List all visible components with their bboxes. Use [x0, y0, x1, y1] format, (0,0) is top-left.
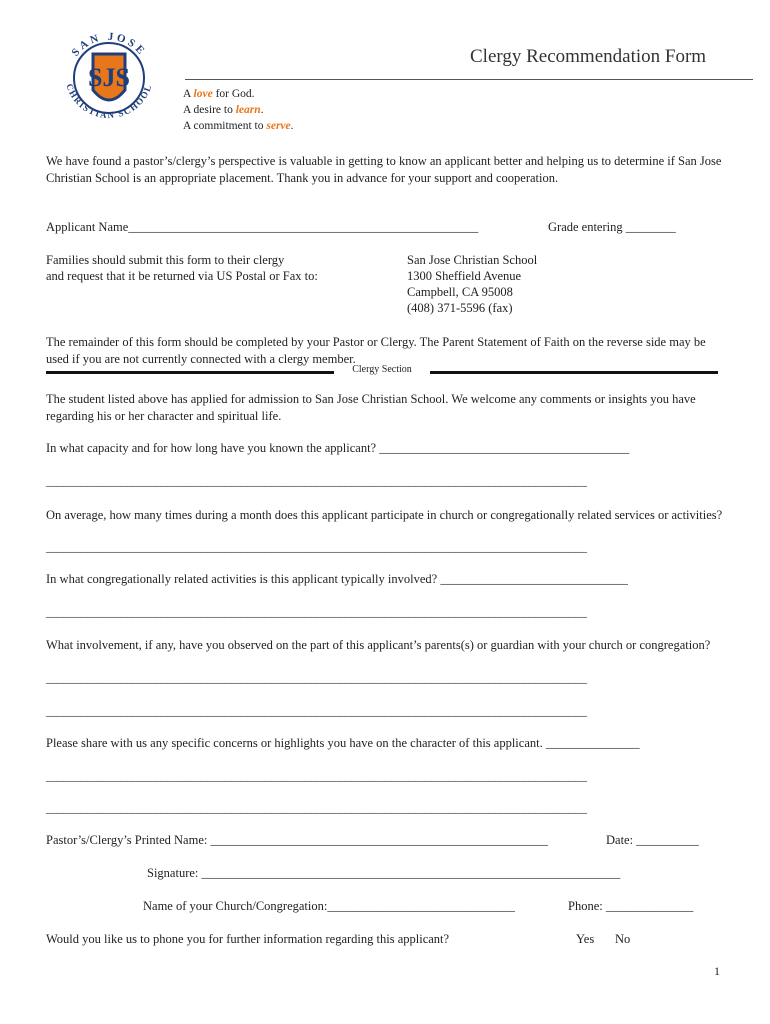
- q4-answer-line-2[interactable]: ______________________________________________________________________________________________: [46, 704, 587, 718]
- q4-answer-line-1[interactable]: ______________________________________________________________________________________________: [46, 671, 587, 685]
- tagline-line-2: A desire to learn.: [183, 104, 264, 116]
- q5-answer-line-1[interactable]: ______________________________________________________________________________________________: [46, 769, 587, 783]
- q1-answer-line[interactable]: ______________________________________________________________________________________________: [46, 474, 587, 488]
- logo-text-top: SAN JOSE: [69, 30, 149, 59]
- q3-activities-field[interactable]: In what congregationally related activities is this applicant typically involved? ______________________________: [46, 572, 628, 586]
- logo-monogram: SJS: [88, 63, 130, 92]
- signature-field[interactable]: Signature: ___________________________________________________________________: [147, 866, 621, 880]
- clergy-intro: The student listed above has applied for admission to San Jose Christian School. We welcome any comments or insights you have regarding his or her character and spiritual life.: [46, 392, 696, 423]
- title-underline: [185, 79, 753, 80]
- intro-paragraph: We have found a pastor’s/clergy’s perspective is valuable in getting to know an applicant better and helping us to determine if San Jose Christian School is an appropriate placement. Thank you in advance for your support and cooperation.: [46, 154, 722, 185]
- school-tagline: [183, 86, 294, 134]
- phone-field[interactable]: Phone: ______________: [568, 899, 694, 913]
- logo-text-bottom: CHRISTIAN SCHOOL: [64, 82, 154, 121]
- q2-answer-line[interactable]: ______________________________________________________________________________________________: [46, 540, 587, 554]
- applicant-name-field[interactable]: Applicant Name________________________________________________________: [46, 220, 479, 234]
- church-name-field[interactable]: Name of your Church/Congregation:______________________________: [143, 899, 515, 913]
- remainder-note: The remainder of this form should be completed by your Pastor or Clergy. The Parent Statement of Faith on the reverse side may be used if you are not currently connected with a clergy member.: [46, 335, 706, 366]
- q5-answer-line-2[interactable]: ______________________________________________________________________________________________: [46, 801, 587, 815]
- date-field[interactable]: Date: __________: [606, 833, 699, 847]
- clergy-section-label: Clergy Section: [352, 364, 412, 375]
- clergy-section-divider: [46, 364, 718, 380]
- q3-answer-line[interactable]: ______________________________________________________________________________________________: [46, 605, 587, 619]
- mailing-instructions: Families should submit this form to their clergy and request that it be returned via US Postal or Fax to:: [46, 253, 318, 283]
- q4-parents-question: What involvement, if any, have you observed on the part of this applicant’s parents(s) or guardian with your church or congregation?: [46, 638, 711, 652]
- school-logo: [55, 24, 163, 132]
- tagline-line-3: A commitment to serve.: [183, 120, 294, 132]
- yes-option[interactable]: Yes: [576, 932, 595, 946]
- page-number: 1: [714, 964, 720, 978]
- mailing-address: San Jose Christian School 1300 Sheffield Avenue Campbell, CA 95008 (408) 371-5596 (fax): [407, 253, 538, 315]
- no-option[interactable]: No: [615, 932, 631, 946]
- printed-name-field[interactable]: Pastor’s/Clergy’s Printed Name: ______________________________________________________: [46, 833, 548, 847]
- q5-character-field[interactable]: Please share with us any specific concerns or highlights you have on the character of this applicant. _______________: [46, 736, 640, 750]
- grade-entering-field[interactable]: Grade entering ________: [548, 220, 676, 234]
- form-title: Clergy Recommendation Form: [470, 46, 707, 67]
- q1-capacity-field[interactable]: In what capacity and for how long have you known the applicant? ________________________________________: [46, 441, 630, 455]
- q2-frequency-question: On average, how many times during a month does this applicant participate in church or congregationally related services or activities?: [46, 508, 723, 522]
- tagline-line-1: A love for God.: [183, 88, 255, 100]
- phone-question: Would you like us to phone you for further information regarding this applicant?: [46, 932, 450, 946]
